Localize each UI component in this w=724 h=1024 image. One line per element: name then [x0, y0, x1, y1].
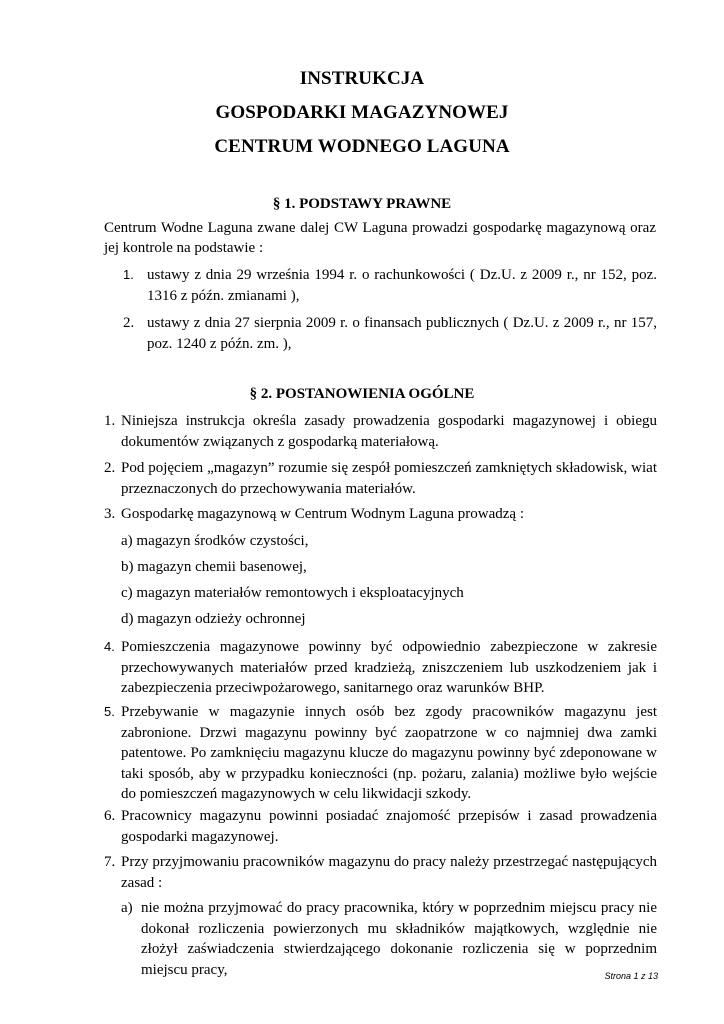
document-title-line-3: CENTRUM WODNEGO LAGUNA [214, 136, 510, 157]
warehouse-item-a: a) magazyn środków czystości, [121, 533, 309, 549]
section-2-item-4-number: 4. [104, 639, 115, 654]
rule-a-text: nie można przyjmować do pracy pracownika, który w poprzednim miejscu pracy nie dokonał rozliczenia powierzonych mu składników majątkowych, względnie nie złożył zaświadczenia stwierdzającego dokonanie rozliczenia się w poprzednim miejscu pracy, [141, 900, 657, 978]
page-number: Strona 1 z 13 [604, 971, 658, 981]
section-2-item-7-number: 7. [104, 854, 116, 870]
section-1-heading: § 1. PODSTAWY PRAWNE [272, 196, 452, 212]
section-1-item-1-text: ustawy z dnia 29 września 1994 r. o rachunkowości ( Dz.U. z 2009 r., nr 152, poz. 1316 z późn. zmianami ), [147, 267, 657, 304]
section-2-item-4-text: Pomieszczenia magazynowe powinny być odpowiednio zabezpieczone w zakresie przechowywanych materiałów przed kradzieżą, zniszczeniem lub uszkodzeniem jak i zabezpieczenia przeciwpożarowego, sanitarnego oraz warunków BHP. [121, 639, 657, 696]
section-2-item-6-text: Pracownicy magazynu powinni posiadać znajomość przepisów i zasad prowadzenia gospodarki magazynowej. [121, 808, 657, 845]
section-2-item-1-text: Niniejsza instrukcja określa zasady prowadzenia gospodarki magazynowej i obiegu dokumentów związanych z gospodarką materiałową. [121, 413, 657, 450]
section-2-item-3-text: Gospodarkę magazynową w Centrum Wodnym Laguna prowadzą : [121, 506, 524, 522]
section-2-item-2-number: 2. [104, 460, 116, 476]
rule-a-label: a) [121, 900, 133, 916]
section-2-item-5-text: Przebywanie w magazynie innych osób bez zgody pracowników magazynu jest zabronione. Drzwi magazynu powinny być zaopatrzone w co najmniej dwa zamki patentowe. Po zamknięciu magazynu klucze do magazynu powinny być zdeponowane w taki sposób, aby w przypadku konieczności (np. pożaru, zalania) możliwe było wejście do pomieszczeń magazynowych w celu likwidacji szkody. [121, 704, 657, 802]
warehouse-item-d: d) magazyn odzieży ochronnej [121, 611, 306, 627]
section-2-item-5-number: 5. [104, 704, 115, 719]
section-2-item-1-number: 1. [104, 413, 116, 429]
section-2-item-2-text: Pod pojęciem „magazyn” rozumie się zespół pomieszczeń zamkniętych składowisk, wiat przeznaczonych do przechowywania materiałów. [121, 460, 657, 497]
section-2-item-3-number: 3. [104, 506, 116, 522]
document-title-line-1: INSTRUKCJA [299, 68, 425, 89]
section-1-intro: Centrum Wodne Laguna zwane dalej CW Laguna prowadzi gospodarkę magazynową oraz jej kontrole na podstawie : [104, 220, 656, 256]
section-1-item-2-number: 2. [123, 315, 135, 331]
section-2-item-7-text: Przy przyjmowaniu pracowników magazynu do pracy należy przestrzegać następujących zasad : [121, 854, 657, 891]
section-2-heading: § 2. POSTANOWIENIA OGÓLNE [249, 386, 475, 402]
warehouse-item-c: c) magazyn materiałów remontowych i eksploatacyjnych [121, 585, 464, 601]
document-title-line-2: GOSPODARKI MAGAZYNOWEJ [215, 102, 509, 123]
section-2-item-6-number: 6. [104, 808, 116, 824]
section-1-item-1-number: 1. [123, 267, 134, 282]
section-1-item-2-text: ustawy z dnia 27 sierpnia 2009 r. o finansach publicznych ( Dz.U. z 2009 r., nr 157, poz. 1240 z późn. zm. ), [147, 315, 657, 352]
warehouse-item-b: b) magazyn chemii basenowej, [121, 559, 307, 575]
